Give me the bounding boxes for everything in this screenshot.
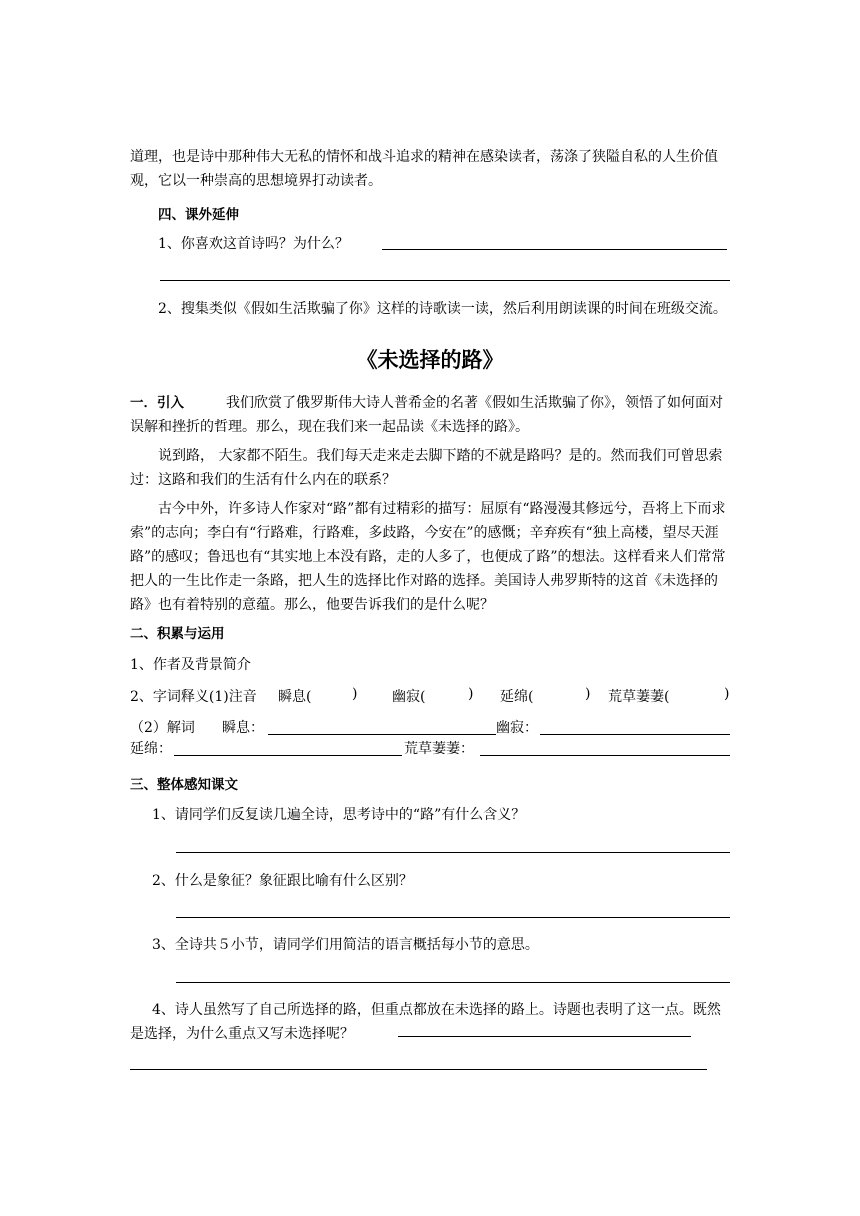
pinyin-close-1: ) xyxy=(352,686,358,702)
answer-line[interactable] xyxy=(176,852,730,853)
question-collect-poems: 2、搜集类似《假如生活欺骗了你》这样的诗歌读一读，然后利用朗读课的时间在班级交流。 xyxy=(158,301,727,317)
pinyin-label: 2、字词释义(1)注音 xyxy=(130,689,257,705)
answer-line[interactable] xyxy=(480,755,730,756)
explain-word-3: 延绵： xyxy=(130,741,172,757)
section-heading-accumulate: 二、积累与运用 xyxy=(130,626,225,642)
answer-line[interactable] xyxy=(176,917,730,918)
explain-word-4: 荒草萋萋： xyxy=(404,741,474,757)
answer-line[interactable] xyxy=(268,734,496,735)
explain-label: （2）解词 xyxy=(130,720,195,736)
paragraph-poets: 古今中外，许多诗人作家对“路”都有过精彩的描写：屈原有“路漫漫其修远兮，吾将上下而求索”的志向；李白有“行路难，行路难，多歧路，今安在”的感慨；辛弃疾有“独上高楼，望尽天涯路”的感叹；鲁迅也有“其实地上本没有路，走的人多了，也便成了路”的想法。这样看来人们常常把人的一生比作走一条路，把人生的选择比作对路的选择。美国诗人弗罗斯特的这首《未选择的路》也有着特别的意蕴。那么，他要告诉我们的是什么呢？ xyxy=(130,501,726,613)
question-unchosen-road: 4、诗人虽然写了自己所选择的路，但重点都放在未选择的路上。诗题也表明了这一点。既然是选择，为什么重点又写未选择呢？ xyxy=(130,1002,721,1042)
pinyin-close-3: ) xyxy=(585,686,591,702)
explain-word-1: 瞬息： xyxy=(222,720,264,736)
answer-line[interactable] xyxy=(398,1036,691,1037)
intro-paragraph xyxy=(130,391,730,439)
page-title: 《未选择的路》 xyxy=(356,348,504,372)
pinyin-word-4: 荒草萋萋( xyxy=(608,689,670,705)
author-background-item: 1、作者及背景简介 xyxy=(130,657,251,673)
question-symbolism: 2、什么是象征？象征跟比喻有什么区别？ xyxy=(152,873,413,889)
pinyin-word-2: 幽寂( xyxy=(392,689,426,705)
question-like-poem: 1、你喜欢这首诗吗？为什么？ xyxy=(158,236,349,252)
pinyin-close-2: ) xyxy=(468,686,474,702)
section-heading-extension: 四、课外延伸 xyxy=(158,207,239,223)
answer-line[interactable] xyxy=(176,982,730,983)
pinyin-word-3: 延绵( xyxy=(500,689,534,705)
question-summary: 3、全诗共５小节，请同学们用简洁的语言概括每小节的意思。 xyxy=(152,937,539,953)
pinyin-word-1: 瞬息( xyxy=(278,689,312,705)
section-heading-perception: 三、整体感知课文 xyxy=(130,777,238,793)
intro-text: 我们欣赏了俄罗斯伟大诗人普希金的名著《假如生活欺骗了你》，领悟了如何面对误解和挫折的哲理。那么，现在我们来一起品读《未选择的路》。 xyxy=(130,395,723,435)
paragraph-road: 说到路， 大家都不陌生。我们每天走来走去脚下踏的不就是路吗？是的。然而我们可曾思索过：这路和我们的生活有什么内在的联系？ xyxy=(130,448,723,488)
answer-line[interactable] xyxy=(174,755,402,756)
question-road-meaning: 1、请同学们反复读几遍全诗，思考诗中的“路”有什么含义？ xyxy=(152,807,526,823)
explain-word-2: 幽寂： xyxy=(496,720,538,736)
answer-line[interactable] xyxy=(160,280,730,281)
intro-heading: 一．引入 xyxy=(130,395,184,411)
answer-line[interactable] xyxy=(382,249,727,250)
pinyin-close-4: ) xyxy=(724,686,730,702)
answer-line[interactable] xyxy=(130,1069,707,1070)
answer-line[interactable] xyxy=(540,734,730,735)
paragraph-intro: 道理，也是诗中那种伟大无私的情怀和战斗追求的精神在感染读者，荡涤了狭隘自私的人生价值观，它以一种崇高的思想境界打动读者。 xyxy=(130,149,718,189)
